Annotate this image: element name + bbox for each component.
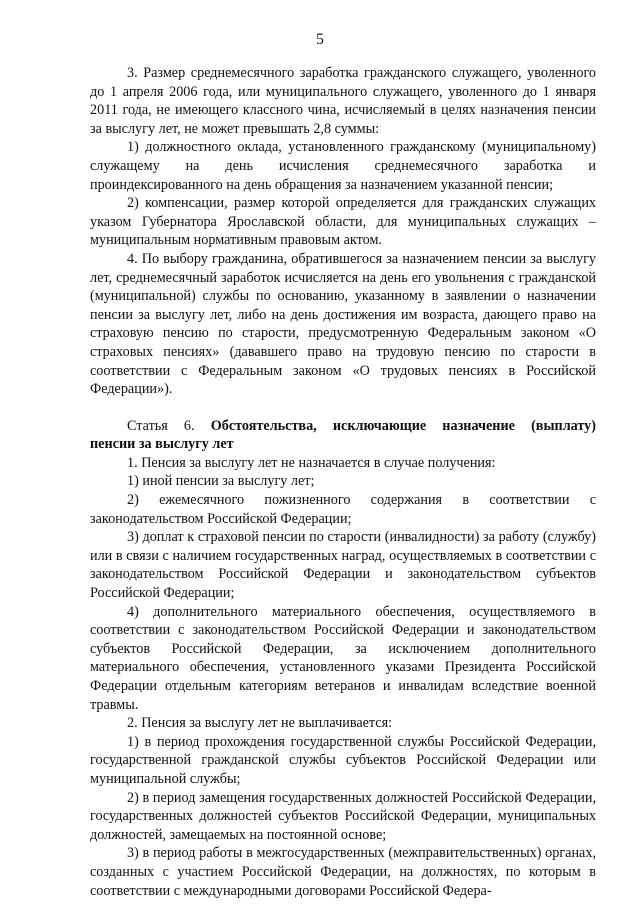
article-6-label: Статья 6. xyxy=(127,417,195,434)
paragraph-4: 4. По выбору гражданина, обратившегося за назначением пенсии за выслугу лет, среднемесячный заработок исчисляется на день его увольнения с гражданской (муниципальной) службы по основанию, указанному в заявлении о назначении пенсии за выслугу лет, либо на день достижения им возраста, дающего право на страховую пенсию по старости, предусмотренную Федеральным законом «О страховых пенсиях» (дававшего право на трудовую пенсию по старости в соответствии с Федеральным законом «О трудовых пенсиях в Российской Федерации»). xyxy=(90,250,596,398)
article-6-paragraph-2-item-1: 1) в период прохождения государственной службы Российской Федерации, государственной гражданской службы субъектов Российской Федерации или муниципальной службы; xyxy=(90,733,596,787)
article-6-title-line-2: пенсии за выслугу лет xyxy=(90,436,234,453)
paragraph-3-item-1: 1) должностного оклада, установленного гражданскому (муниципальному) служащему на день исчисления среднемесячного заработка и проиндексированного на день обращения за назначением указанной пенсии; xyxy=(90,139,596,193)
paragraph-3-item-2: 2) компенсации, размер которой определяется для гражданских служащих указом Губернатора Ярославской области, для муниципальных служащих – муниципальным нормативным правовым актом. xyxy=(90,195,596,249)
article-6-paragraph-2-item-3: 3) в период работы в межгосударственных (межправительственных) органах, созданных с участием Российской Федерации, на должностях, по которым в соответствии с международными договорами Российской Федера- xyxy=(90,845,596,899)
article-6-heading xyxy=(90,417,596,436)
document-body xyxy=(90,64,596,900)
article-6-paragraph-2: 2. Пенсия за выслугу лет не выплачивается: xyxy=(127,715,393,732)
page-number: 5 xyxy=(316,31,324,48)
article-6-paragraph-1-item-1: 1) иной пенсии за выслугу лет; xyxy=(127,473,315,490)
article-6-paragraph-2-item-2: 2) в период замещения государственных должностей Российской Федерации, государственных должностей субъектов Российской Федерации, муниципальных должностей, замещаемых на постоянной основе; xyxy=(90,789,596,843)
paragraph-3: 3. Размер среднемесячного заработка гражданского служащего, уволенного до 1 апреля 2006 года, или муниципального служащего, уволенного до 1 января 2011 года, не имеющего классного чина, исчисляемый в целях назначения пенсии за выслугу лет, не может превышать 2,8 суммы: xyxy=(90,65,596,137)
article-6-paragraph-1: 1. Пенсия за выслугу лет не назначается в случае получения: xyxy=(127,454,496,471)
article-6-paragraph-1-item-2: 2) ежемесячного пожизненного содержания в соответствии с законодательством Российской Федерации; xyxy=(90,492,596,527)
section-spacer xyxy=(90,399,596,417)
article-6-title-line-1: Обстоятельства, исключающие назначение (выплату) xyxy=(210,417,596,434)
article-6-paragraph-1-item-4: 4) дополнительного материального обеспечения, осуществляемого в соответствии с законодательством Российской Федерации и законодательством субъектов Российской Федерации, за исключением дополнительного материального обеспечения, установленного указами Президента Российской Федерации отдельным категориям ветеранов и инвалидам вследствие военной травмы. xyxy=(90,603,596,713)
article-6-paragraph-1-item-3: 3) доплат к страховой пенсии по старости (инвалидности) за работу (службу) или в связи с наличием государственных наград, осуществляемых в соответствии с законодательством Российской Федерации и законодательством субъектов Российской Федерации; xyxy=(90,529,596,602)
